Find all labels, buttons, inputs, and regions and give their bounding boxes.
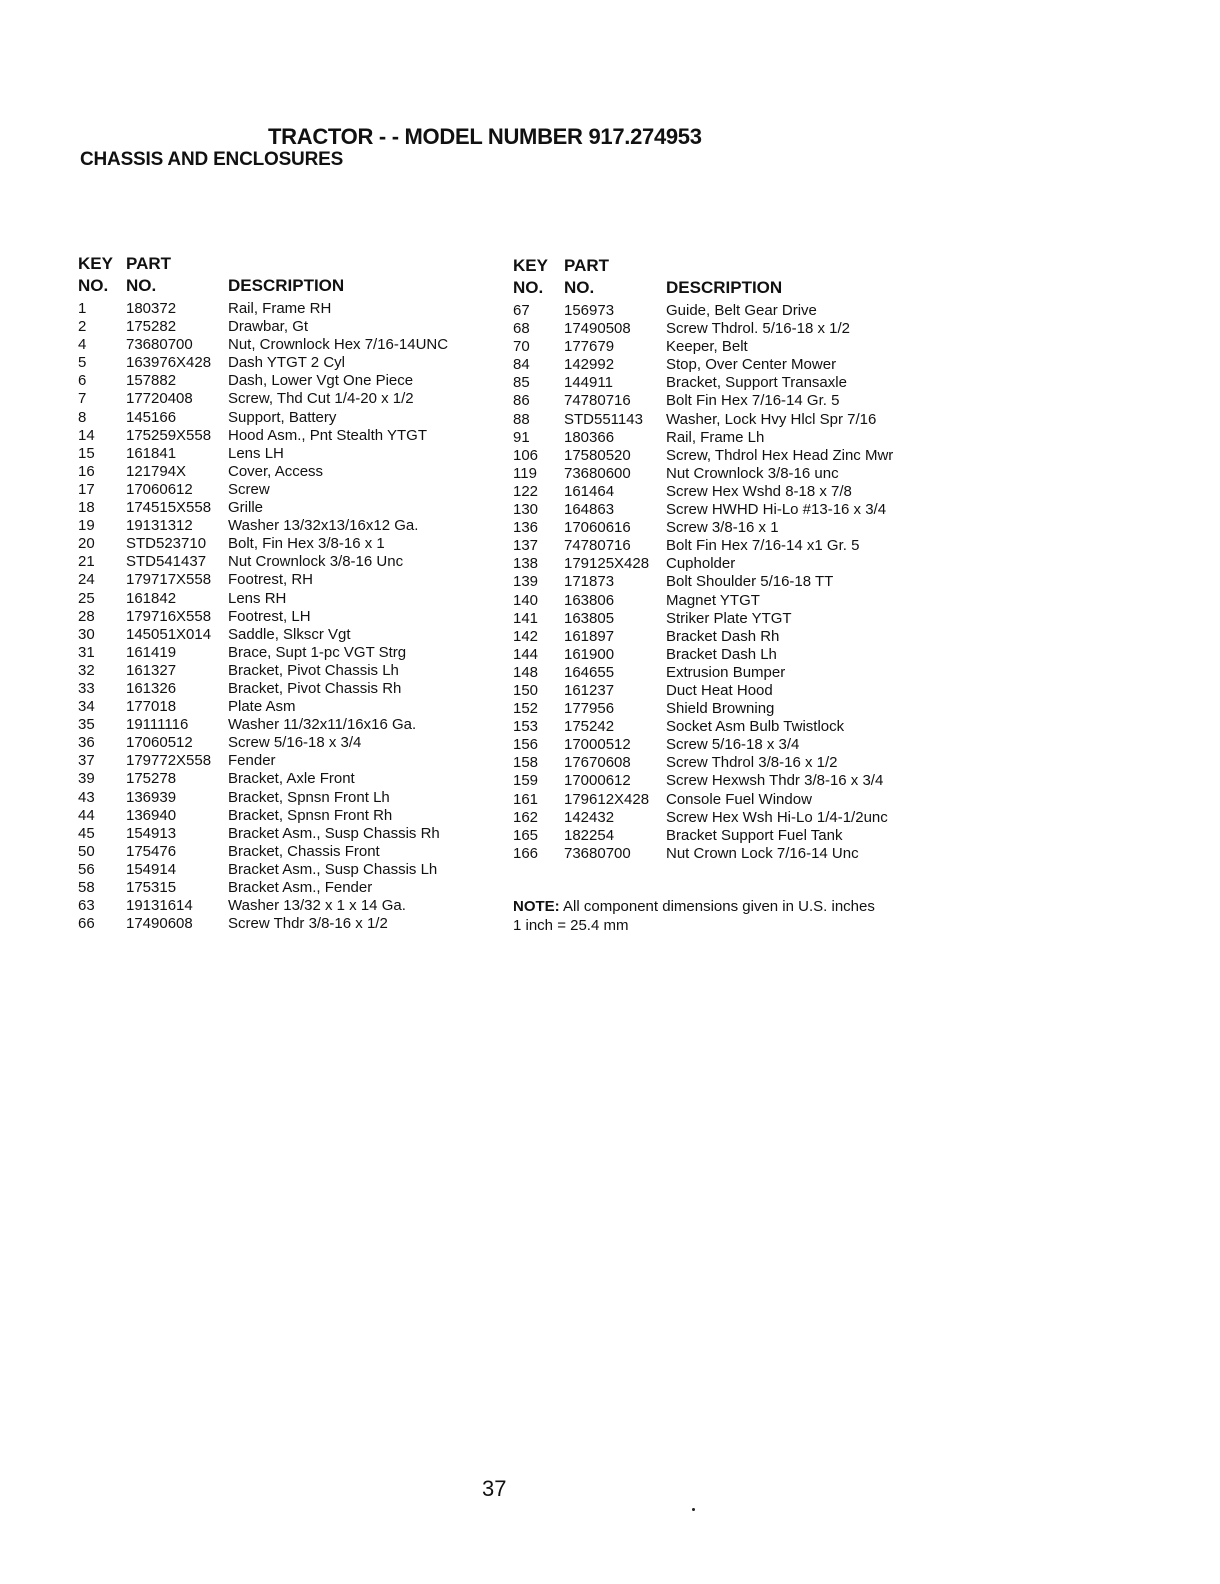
key-number: 32 [78, 661, 95, 679]
note-line [513, 897, 875, 916]
key-number: 156 [513, 736, 539, 754]
key-number: 36 [78, 734, 95, 752]
key-number: 66 [78, 915, 95, 933]
key-number: 31 [78, 643, 95, 661]
part-description: Support, Battery [228, 408, 337, 426]
part-description: Screw, Thdrol Hex Head Zinc Mwr [666, 446, 894, 464]
part-description: Screw Hexwsh Thdr 3/8-16 x 3/4 [666, 772, 884, 790]
part-description: Dash YTGT 2 Cyl [228, 354, 345, 372]
key-number: 158 [513, 754, 539, 772]
part-description: Footrest, RH [228, 571, 314, 589]
part-description: Drawbar, Gt [228, 318, 309, 336]
key-number: 7 [78, 390, 87, 408]
part-number: 179125X428 [564, 555, 650, 573]
part-description: Washer 11/32x11/16x16 Ga. [228, 716, 417, 734]
key-number: 33 [78, 679, 95, 697]
key-number: 43 [78, 788, 95, 806]
part-number: 163805 [564, 609, 615, 627]
part-description: Screw 3/8-16 x 1 [666, 519, 779, 537]
key-number: 19 [78, 517, 95, 535]
part-number: 17060616 [564, 519, 631, 537]
key-number: 28 [78, 607, 95, 625]
part-description: Screw Thdr 3/8-16 x 1/2 [228, 915, 388, 933]
part-number: 179717X558 [126, 571, 212, 589]
part-description: Stop, Over Center Mower [666, 356, 837, 374]
key-number: 68 [513, 320, 530, 338]
part-number: 136940 [126, 806, 177, 824]
part-description: Magnet YTGT [666, 591, 760, 609]
part-number: 163806 [564, 591, 615, 609]
key-number: 70 [513, 338, 530, 356]
part-description: Socket Asm Bulb Twistlock [666, 718, 845, 736]
part-description: Shield Browning [666, 700, 775, 718]
part-number: 157882 [126, 372, 177, 390]
part-description: Screw Hex Wshd 8-18 x 7/8 [666, 482, 852, 500]
key-number: 6 [78, 372, 87, 390]
part-description: Washer 13/32x13/16x12 Ga. [228, 517, 419, 535]
key-number: 141 [513, 609, 539, 627]
key-number: 122 [513, 482, 539, 500]
key-number: 140 [513, 591, 539, 609]
header-part-bottom: NO. [126, 276, 157, 295]
part-number: 17490508 [564, 320, 631, 338]
key-number: 91 [513, 428, 530, 446]
part-description: Bracket Asm., Susp Chassis Rh [228, 824, 440, 842]
key-number: 144 [513, 645, 539, 663]
part-number: 161897 [564, 627, 615, 645]
part-description: Bracket, Spnsn Front Lh [228, 788, 390, 806]
part-number: 163976X428 [126, 354, 212, 372]
part-description: Footrest, LH [228, 607, 311, 625]
key-number: 5 [78, 354, 87, 372]
dimension-note [513, 897, 875, 935]
page-number: 37 [482, 1476, 507, 1501]
part-description: Nut Crown Lock 7/16-14 Unc [666, 844, 859, 862]
part-description: Screw 5/16-18 x 3/4 [666, 736, 800, 754]
key-number: 2 [78, 318, 87, 336]
key-number: 119 [513, 464, 537, 482]
key-number: 25 [78, 589, 95, 607]
part-description: Screw Thdrol 3/8-16 x 1/2 [666, 754, 838, 772]
part-number: 17060612 [126, 480, 193, 498]
key-number: 137 [513, 537, 539, 555]
key-number: 67 [513, 302, 530, 319]
part-number: 180366 [564, 428, 615, 446]
key-number: 39 [78, 770, 95, 788]
part-description: Cover, Access [228, 462, 324, 480]
part-number: 161237 [564, 681, 615, 699]
part-number: 73680700 [126, 336, 193, 354]
part-description: Washer, Lock Hvy Hlcl Spr 7/16 [666, 410, 877, 428]
part-description: Bracket Support Fuel Tank [666, 826, 843, 844]
part-description: Nut Crownlock 3/8-16 Unc [228, 553, 404, 571]
part-description: Rail, Frame RH [228, 300, 332, 317]
part-description: Bolt Fin Hex 7/16-14 x1 Gr. 5 [666, 537, 860, 555]
part-description: Plate Asm [228, 698, 296, 716]
part-number: 171873 [564, 573, 615, 591]
part-number: 180372 [126, 300, 177, 317]
part-description: Striker Plate YTGT [666, 609, 792, 627]
part-description: Bracket, Spnsn Front Rh [228, 806, 393, 824]
key-number: 84 [513, 356, 530, 374]
part-description: Bracket Dash Lh [666, 645, 777, 663]
part-number: 19131614 [126, 897, 193, 915]
key-number: 166 [513, 844, 539, 862]
key-number: 37 [78, 752, 95, 770]
part-description: Bracket Asm., Susp Chassis Lh [228, 860, 438, 878]
header-part-bottom: NO. [564, 278, 595, 297]
part-description: Brace, Supt 1-pc VGT Strg [228, 643, 407, 661]
part-description: Screw 5/16-18 x 3/4 [228, 734, 362, 752]
part-number: 145166 [126, 408, 177, 426]
part-number: 19111116 [126, 716, 189, 734]
key-number: 56 [78, 860, 95, 878]
key-number: 24 [78, 571, 95, 589]
part-description: Screw HWHD Hi-Lo #13-16 x 3/4 [666, 501, 887, 519]
part-description: Bolt Fin Hex 7/16-14 Gr. 5 [666, 392, 840, 410]
part-number: 174515X558 [126, 499, 212, 517]
part-description: Nut Crownlock 3/8-16 unc [666, 464, 839, 482]
key-number: 4 [78, 336, 87, 354]
part-number: 17720408 [126, 390, 193, 408]
part-number: 164655 [564, 663, 615, 681]
part-number: 161842 [126, 589, 177, 607]
part-number: 182254 [564, 826, 615, 844]
part-description: Console Fuel Window [666, 790, 812, 808]
part-number: 156973 [564, 302, 615, 319]
part-description: Grille [228, 499, 264, 517]
part-description: Screw Hex Wsh Hi-Lo 1/4-1/2unc [666, 808, 888, 826]
part-description: Lens RH [228, 589, 287, 607]
part-number: 142992 [564, 356, 615, 374]
part-number: 175278 [126, 770, 177, 788]
part-number: 175315 [126, 879, 177, 896]
key-number: 20 [78, 535, 95, 553]
key-number: 148 [513, 663, 539, 681]
part-number: 175282 [126, 318, 177, 336]
key-number: 136 [513, 519, 539, 537]
key-number: 138 [513, 555, 539, 573]
part-number: 164863 [564, 501, 615, 519]
part-description: Rail, Frame Lh [666, 428, 765, 446]
part-number: 175242 [564, 718, 615, 736]
part-number: 154914 [126, 860, 177, 878]
key-number: 58 [78, 879, 95, 896]
part-number: 177018 [126, 698, 177, 716]
header-part-top: PART [564, 256, 610, 275]
key-number: 88 [513, 410, 530, 428]
key-number: 165 [513, 826, 539, 844]
part-number: 19131312 [126, 517, 193, 535]
header-description: DESCRIPTION [228, 276, 345, 295]
key-number: 1 [78, 300, 87, 317]
key-number: 130 [513, 501, 539, 519]
note-label: NOTE: [513, 898, 560, 915]
key-number: 21 [78, 553, 95, 571]
part-number: 154913 [126, 824, 177, 842]
part-number: 121794X [126, 462, 187, 480]
part-number: 145051X014 [126, 625, 212, 643]
part-number: 161326 [126, 679, 177, 697]
part-description: Bracket, Chassis Front [228, 842, 380, 860]
part-number: 144911 [564, 374, 613, 392]
part-number: 179716X558 [126, 607, 212, 625]
key-number: 18 [78, 499, 95, 517]
header-part-top: PART [126, 254, 172, 273]
part-description: Duct Heat Hood [666, 681, 773, 699]
note-text: All component dimensions given in U.S. inches [563, 898, 875, 915]
part-number: 73680700 [564, 844, 631, 862]
part-number: STD551143 [564, 410, 643, 428]
part-number: 177956 [564, 700, 615, 718]
part-description: Bracket Dash Rh [666, 627, 780, 645]
part-description: Guide, Belt Gear Drive [666, 302, 817, 319]
part-description: Fender [228, 752, 276, 770]
key-number: 161 [513, 790, 539, 808]
part-number: 177679 [564, 338, 615, 356]
part-description: Bracket, Axle Front [228, 770, 355, 788]
part-number: 179612X428 [564, 790, 650, 808]
key-number: 14 [78, 426, 95, 444]
part-number: 161464 [564, 482, 615, 500]
part-number: 142432 [564, 808, 615, 826]
part-number: 179772X558 [126, 752, 212, 770]
note-conversion: 1 inch = 25.4 mm [513, 917, 629, 934]
part-number: 17670608 [564, 754, 631, 772]
part-number: 73680600 [564, 464, 631, 482]
stray-mark [692, 1508, 695, 1511]
key-number: 139 [513, 573, 539, 591]
part-description: Saddle, Slkscr Vgt [228, 625, 351, 643]
header-key-bottom: NO. [513, 278, 544, 297]
header-key-top: KEY [513, 256, 548, 275]
part-number: 161900 [564, 645, 615, 663]
part-number: 74780716 [564, 537, 631, 555]
part-description: Screw, Thd Cut 1/4-20 x 1/2 [228, 390, 414, 408]
part-description: Bracket Asm., Fender [228, 879, 373, 896]
part-description: Bolt, Fin Hex 3/8-16 x 1 [228, 535, 385, 553]
key-number: 159 [513, 772, 539, 790]
part-description: Dash, Lower Vgt One Piece [228, 372, 414, 390]
key-number: 17 [78, 480, 95, 498]
part-description: Lens LH [228, 444, 284, 462]
key-number: 15 [78, 444, 95, 462]
header-description: DESCRIPTION [666, 278, 783, 297]
key-number: 63 [78, 897, 95, 915]
page-title: TRACTOR - - MODEL NUMBER 917.274953 [268, 124, 702, 149]
part-number: 17580520 [564, 446, 631, 464]
key-number: 16 [78, 462, 95, 480]
key-number: 50 [78, 842, 95, 860]
key-number: 30 [78, 625, 95, 643]
part-description: Screw Thdrol. 5/16-18 x 1/2 [666, 320, 850, 338]
key-number: 34 [78, 698, 95, 716]
key-number: 85 [513, 374, 530, 392]
key-number: 152 [513, 700, 539, 718]
part-number: 161327 [126, 661, 177, 679]
section-subtitle: CHASSIS AND ENCLOSURES [80, 149, 344, 170]
part-number: 17000512 [564, 736, 631, 754]
header-key-top: KEY [78, 254, 113, 273]
part-number: 175476 [126, 842, 177, 860]
key-number: 153 [513, 718, 539, 736]
part-number: STD523710 [126, 535, 207, 553]
part-number: 161419 [126, 643, 177, 661]
part-description: Keeper, Belt [666, 338, 748, 356]
key-number: 142 [513, 627, 539, 645]
key-number: 44 [78, 806, 95, 824]
key-number: 150 [513, 681, 539, 699]
part-number: 175259X558 [126, 426, 212, 444]
key-number: 162 [513, 808, 539, 826]
part-number: 17000612 [564, 772, 631, 790]
part-description: Extrusion Bumper [666, 663, 786, 681]
part-description: Washer 13/32 x 1 x 14 Ga. [228, 897, 406, 915]
part-number: 17490608 [126, 915, 193, 933]
part-description: Hood Asm., Pnt Stealth YTGT [228, 426, 427, 444]
part-description: Bracket, Pivot Chassis Lh [228, 661, 399, 679]
part-number: 17060512 [126, 734, 193, 752]
key-number: 35 [78, 716, 95, 734]
part-number: 74780716 [564, 392, 631, 410]
key-number: 45 [78, 824, 95, 842]
part-description: Bracket, Support Transaxle [666, 374, 847, 392]
key-number: 8 [78, 408, 87, 426]
part-number: 161841 [126, 444, 177, 462]
part-number: 136939 [126, 788, 177, 806]
part-description: Nut, Crownlock Hex 7/16-14UNC [228, 336, 449, 354]
key-number: 106 [513, 446, 539, 464]
header-key-bottom: NO. [78, 276, 109, 295]
key-number: 86 [513, 392, 530, 410]
part-description: Cupholder [666, 555, 736, 573]
part-description: Screw [228, 480, 270, 498]
part-description: Bracket, Pivot Chassis Rh [228, 679, 402, 697]
part-description: Bolt Shoulder 5/16-18 TT [666, 573, 834, 591]
part-number: STD541437 [126, 553, 207, 571]
